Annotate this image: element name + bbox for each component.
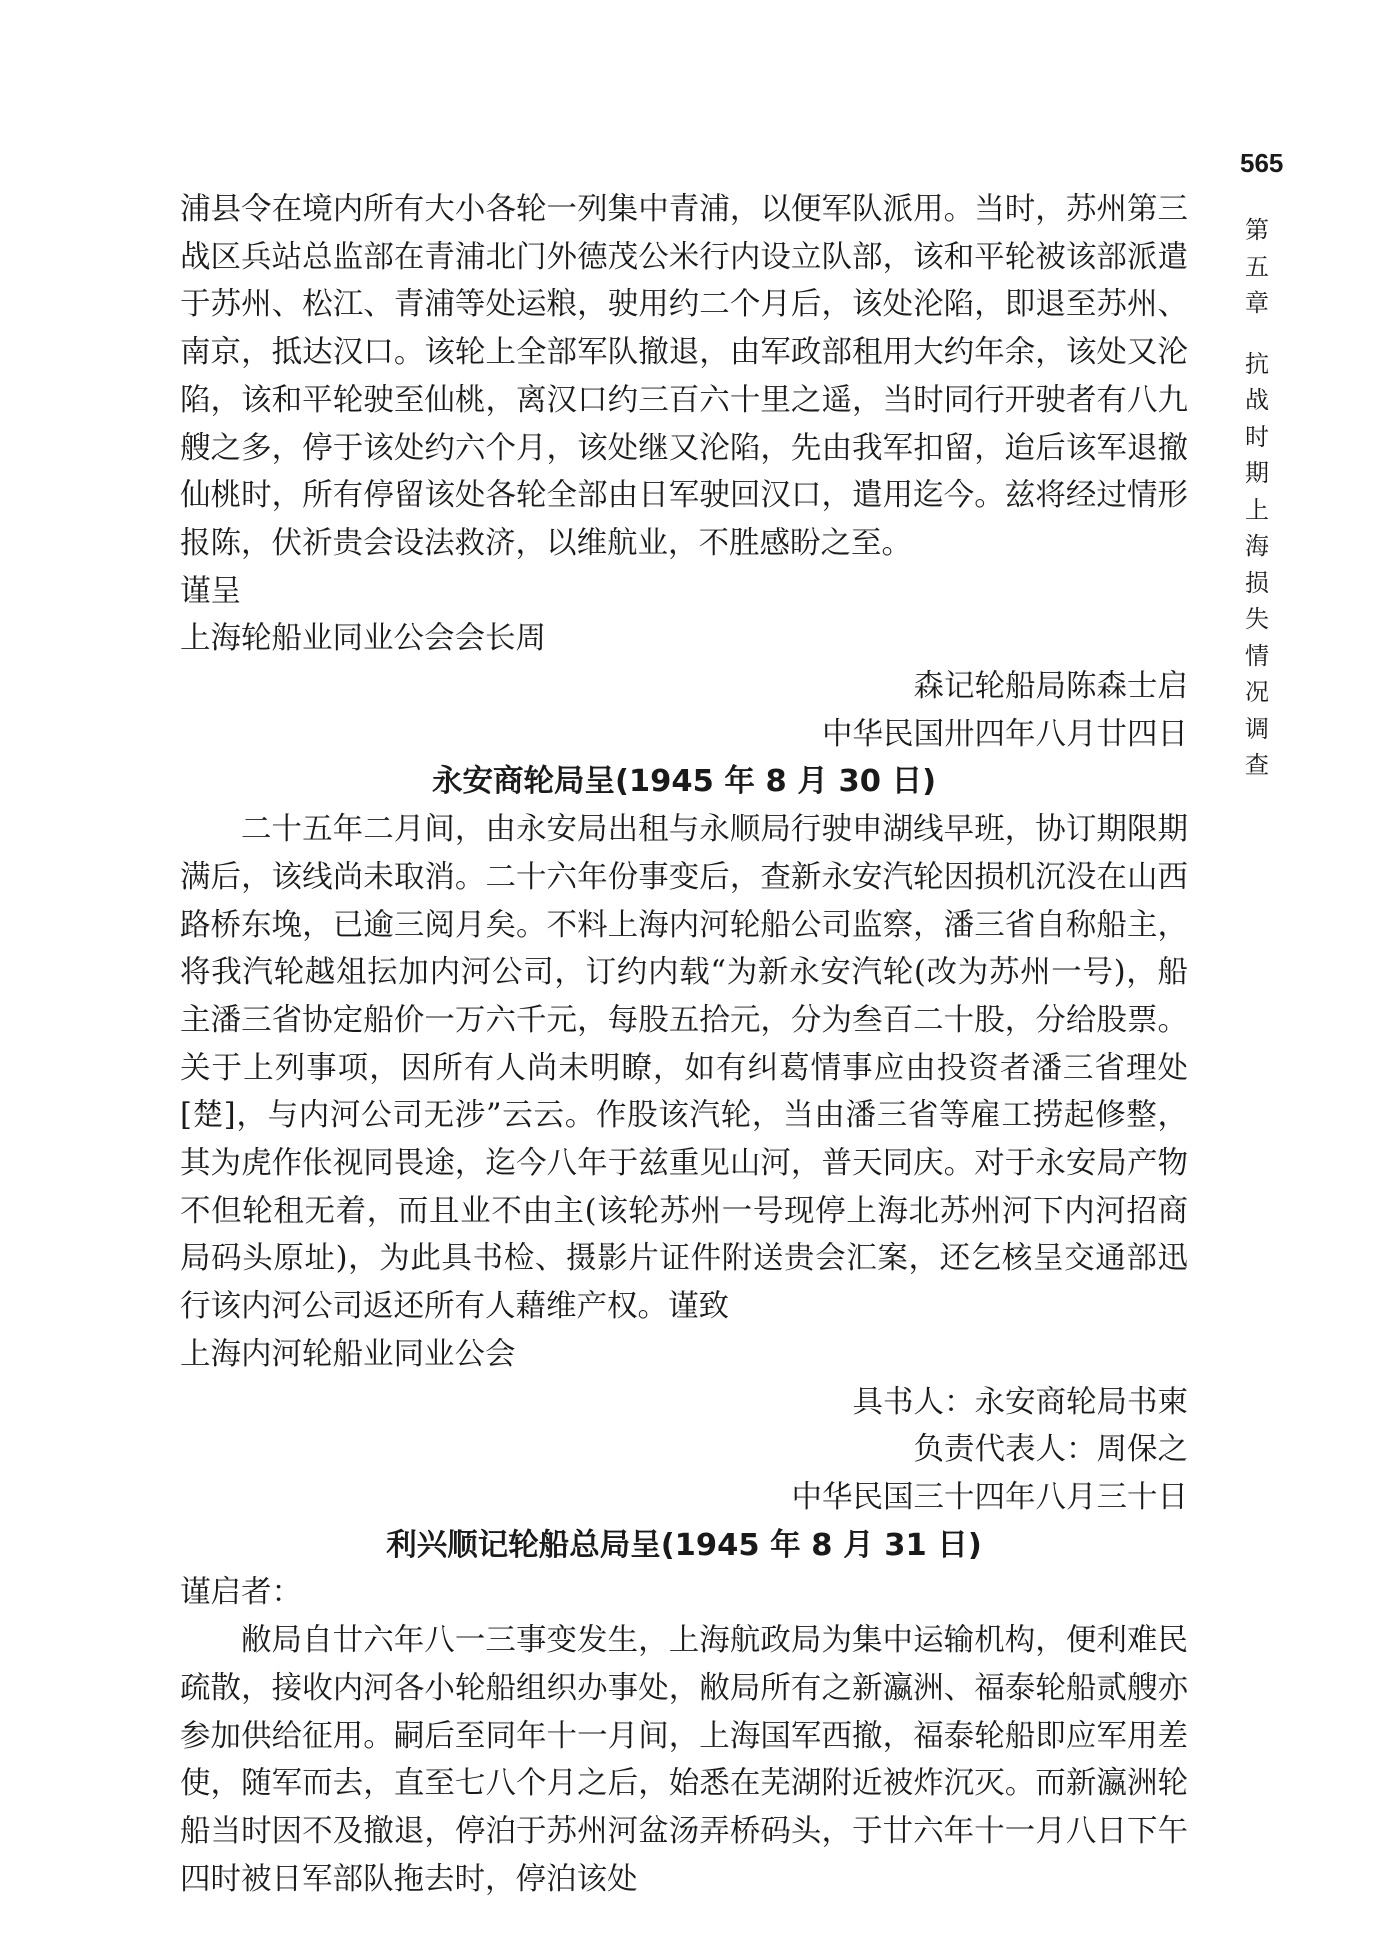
section1-addressee: 上海轮船业同业公会会长周 <box>180 621 546 657</box>
section2-paragraph: 二十五年二月间，由永安局出租与永顺局行驶申湖线早班，协订期限期满后，该线尚未取消。二十六年份事变后，查新永安汽轮因损机沉没在山西路桥东堍，已逾三阅月矣。不料上海内河轮船公司监察，潘三省自称船主，将我汽轮越俎抎加内河公司，订约内载“为新永安汽轮(改为苏州一号)，船主潘三省协定船价一万六千元，每股五拾元，分为叁百二十股，分给股票。关于上列事项，因所有人尚未明瞭，如有纠葛情事应由投资者潘三省理处[楚]，与内河公司无涉”云云。作股该汽轮，当由潘三省等雇工捞起修整，其为虎作伥视同畏途，迄今八年于兹重见山河，普天同庆。对于永安局产物不但轮租无着，而且业不由主(该轮苏州一号现停上海北苏州河下内河招商局码头原址)，为此具书检、摄影片证件附送贵会汇案，还乞核呈交通部迅行该内河公司返还所有人藉维产权。谨致 <box>180 812 1188 1325</box>
section1-date: 中华民国卅四年八月廿四日 <box>822 716 1188 752</box>
section1-paragraph: 浦县令在境内所有大小各轮一列集中青浦，以便军队派用。当时，苏州第三战区兵站总监部在青浦北门外德茂公米行内设立队部，该和平轮被该部派遣于苏州、松江、青浦等处运粮，驶用约二个月后，该处沦陷，即退至苏州、南京，抵达汉口。该轮上全部军队撤退，由军政部租用大约年余，该处又沦陷，该和平轮驶至仙桃，离汉口约三百六十里之遥，当时同行开驶者有八九艘之多，停于该处约六个月，该处继又沦陷，先由我军扣留，迨后该军退撤仙桃时，所有停留该处各轮全部由日军驶回汉口，遣用迄今。兹将经过情形报陈，伏祈贵会设法救济，以维航业，不胜感盼之至。 <box>180 192 1188 561</box>
section2-signer: 具书人：永安商轮局书柬 <box>852 1384 1188 1420</box>
header-gap <box>1240 322 1274 346</box>
section3-salutation: 谨启者： <box>180 1575 302 1611</box>
chapter-title: 抗战时期上海损失情况调查 <box>1245 349 1269 779</box>
section2-addressee: 上海内河轮船业同业公会 <box>180 1336 516 1372</box>
section3-paragraph: 敝局自廿六年八一三事变发生，上海航政局为集中运输机构，便利难民疏散，接收内河各小轮船组织办事处，敝局所有之新瀛洲、福泰轮船贰艘亦参加供给征用。嗣后至同年十一月间，上海国军西撤，福泰轮船即应军用差使，随军而去，直至七八个月之后，始悉在芜湖附近被炸沉灭。而新瀛洲轮船当时因不及撤退，停泊于苏州河盆汤弄桥码头，于廿六年十一月八日下午四时被日军部队拖去时，停泊该处 <box>180 1623 1188 1897</box>
section2-heading: 永安商轮局呈(1945 年 8 月 30 日) <box>431 764 937 800</box>
section2-date: 中华民国三十四年八月三十日 <box>791 1479 1188 1515</box>
chapter-label: 第五章 <box>1245 216 1269 317</box>
section3-heading: 利兴顺记轮船总局呈(1945 年 8 月 31 日) <box>386 1527 982 1563</box>
page-number: 565 <box>1240 148 1284 178</box>
section1-sender: 森记轮船局陈森士启 <box>913 669 1188 705</box>
running-header-vertical <box>1240 212 1274 784</box>
page-body <box>180 186 1188 1903</box>
section2-representative: 负责代表人：周保之 <box>913 1432 1188 1468</box>
section1-closing: 谨呈 <box>180 573 241 609</box>
